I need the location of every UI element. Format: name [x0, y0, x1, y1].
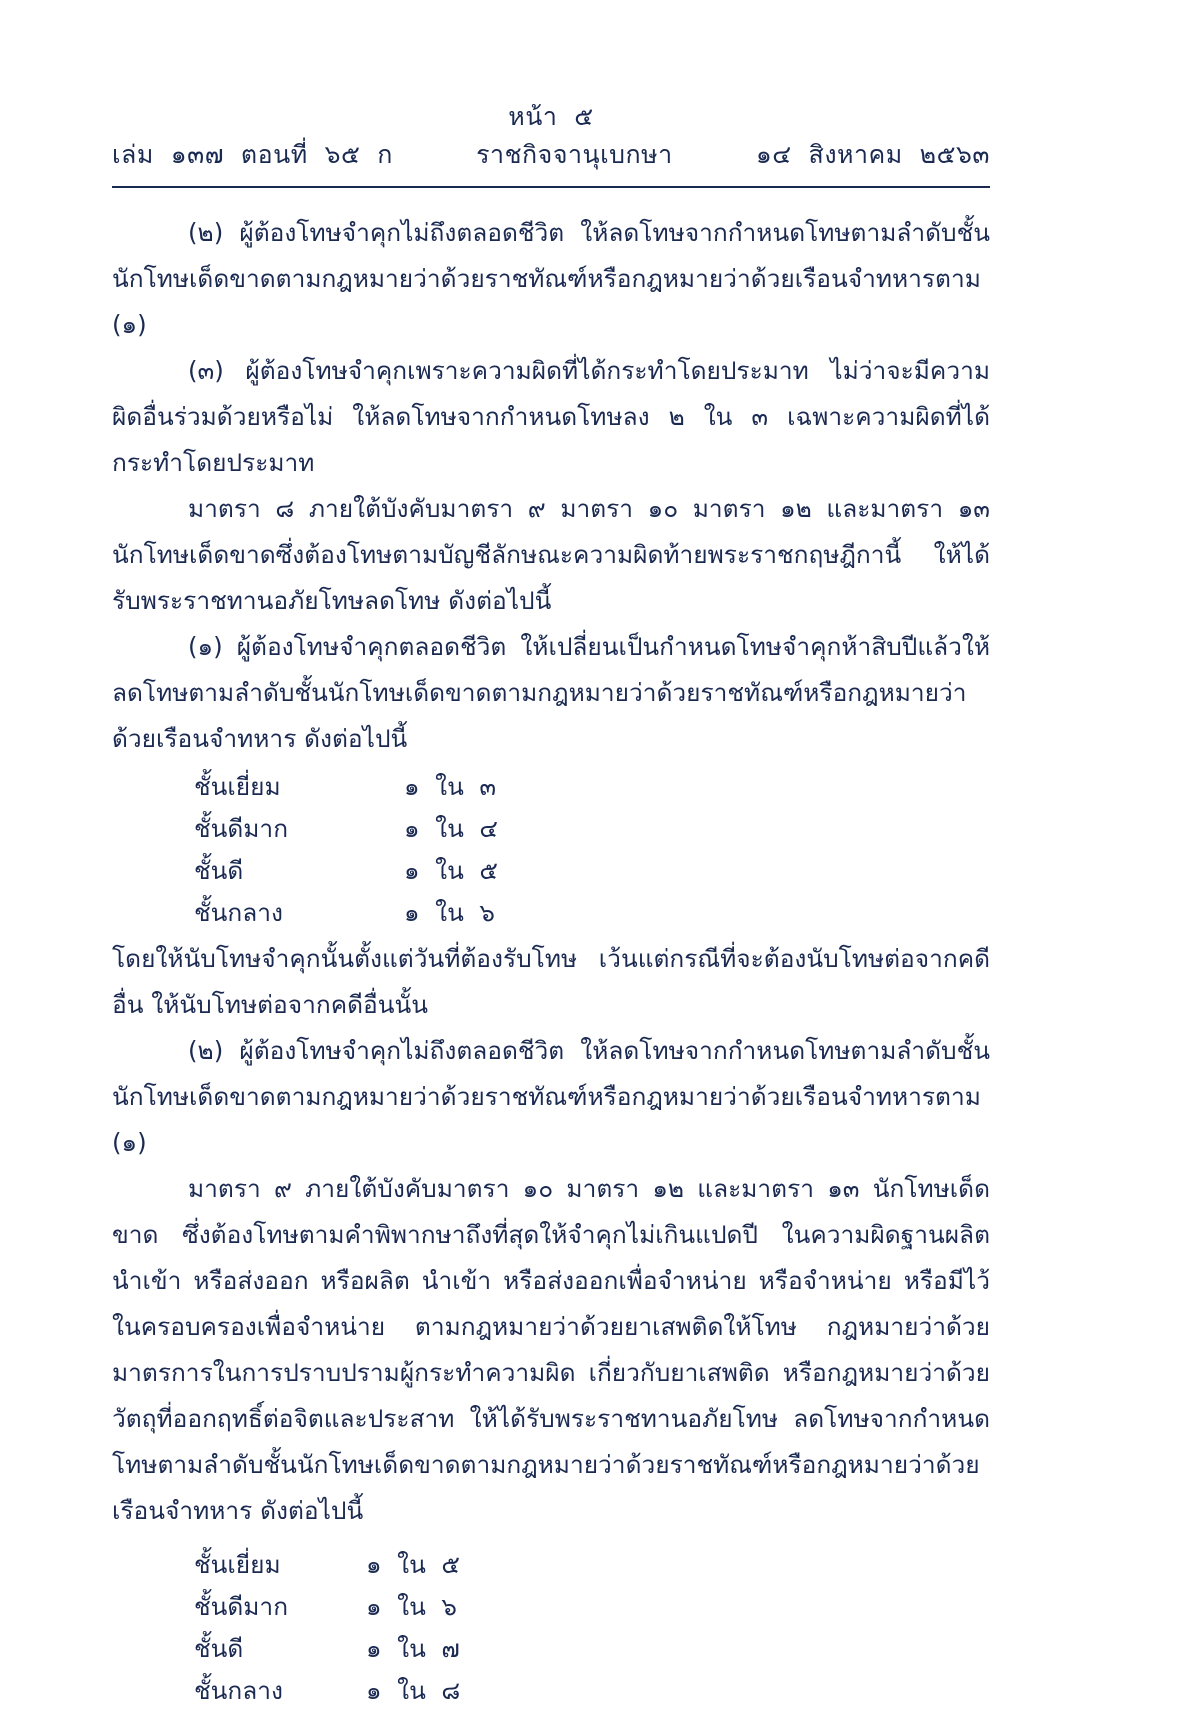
page-content [112, 0, 990, 1714]
table-row [112, 766, 604, 808]
paragraph-item-3: (๓) ผู้ต้องโทษจำคุกเพราะความผิดที่ได้กระทำโดยประมาท ไม่ว่าจะมีความผิดอื่นร่วมด้วยหรือไม่ ให้ลดโทษจากกำหนดโทษลง ๒ ใน ๓ เฉพาะความผิดที่ได้กระทำโดยประมาท [112, 355, 990, 477]
paragraph-section-8: มาตรา ๘ ภายใต้บังคับมาตรา ๙ มาตรา ๑๐ มาตรา ๑๒ และมาตรา ๑๓ นักโทษเด็ดขาดซึ่งต้องโทษตามบัญชีลักษณะความผิดท้ายพระราชกฤษฎีกานี้ ให้ได้รับพระราชทานอภัยโทษลดโทษ ดังต่อไปนี้ [112, 493, 990, 615]
gazette-header-row [112, 138, 990, 172]
tier-name: ชั้นดีมาก [194, 813, 289, 843]
volume-issue-label: เล่ม ๑๓๗ ตอนที่ ๖๕ ก [112, 139, 393, 169]
table-row [112, 850, 604, 892]
table-row [112, 1586, 566, 1628]
spacer [112, 1534, 990, 1540]
table-row [112, 892, 604, 934]
tier-value: ๑ ใน ๕ [404, 855, 498, 885]
table-row [112, 808, 604, 850]
table-row [112, 1670, 566, 1712]
paragraph-item-2: (๒) ผู้ต้องโทษจำคุกไม่ถึงตลอดชีวิต ให้ลดโทษจากกำหนดโทษตามลำดับชั้นนักโทษเด็ดขาดตามกฎหมายว่าด้วยราชทัณฑ์หรือกฎหมายว่าด้วยเรือนจำทหารตาม (๑) [112, 217, 990, 339]
document-body [112, 210, 990, 1712]
paragraph-section-9: มาตรา ๙ ภายใต้บังคับมาตรา ๑๐ มาตรา ๑๒ และมาตรา ๑๓ นักโทษเด็ดขาด ซึ่งต้องโทษตามคำพิพากษาถึงที่สุดให้จำคุกไม่เกินแปดปี ในความผิดฐานผลิต นำเข้า หรือส่งออก หรือผลิต นำเข้า หรือส่งออกเพื่อจำหน่าย หรือจำหน่าย หรือมีไว้ในครอบครองเพื่อจำหน่าย ตามกฎหมายว่าด้วยยาเสพติดให้โทษ กฎหมายว่าด้วยมาตรการในการปราบปรามผู้กระทำความผิด เกี่ยวกับยาเสพติด หรือกฎหมายว่าด้วยวัตถุที่ออกฤทธิ์ต่อจิตและประสาท ให้ได้รับพระราชทานอภัยโทษ ลดโทษจากกำหนดโทษตามลำดับชั้นนักโทษเด็ดขาดตามกฎหมายว่าด้วยราชทัณฑ์หรือกฎหมายว่าด้วย เรือนจำทหาร ดังต่อไปนี้ [112, 1173, 990, 1525]
tier-value: ๑ ใน ๕ [366, 1549, 460, 1579]
gazette-title: ราชกิจจานุเบกษา [476, 139, 673, 169]
tier-value: ๑ ใน ๘ [366, 1675, 461, 1705]
tier-value: ๑ ใน ๗ [366, 1633, 460, 1663]
tier-value: ๑ ใน ๔ [404, 813, 498, 843]
header-divider [112, 186, 990, 188]
tier-name: ชั้นดีมาก [194, 1591, 289, 1621]
publication-date: ๑๔ สิงหาคม ๒๕๖๓ [755, 139, 990, 169]
tier-name: ชั้นเยี่ยม [194, 771, 281, 801]
page-header [112, 0, 990, 188]
paragraph-sentence-counting: โดยให้นับโทษจำคุกนั้นตั้งแต่วันที่ต้องรับโทษ เว้นแต่กรณีที่จะต้องนับโทษต่อจากคดีอื่น ให้นับโทษต่อจากคดีอื่นนั้น [112, 943, 990, 1019]
paragraph-section-8-item-1: (๑) ผู้ต้องโทษจำคุกตลอดชีวิต ให้เปลี่ยนเป็นกำหนดโทษจำคุกห้าสิบปีแล้วให้ลดโทษตามลำดับชั้นนักโทษเด็ดขาดตามกฎหมายว่าด้วยราชทัณฑ์หรือกฎหมายว่าด้วยเรือนจำทหาร ดังต่อไปนี้ [112, 631, 990, 753]
table-row [112, 1544, 566, 1586]
tier-name: ชั้นดี [194, 855, 244, 885]
table-row [112, 1628, 566, 1670]
tier-name: ชั้นกลาง [194, 897, 283, 927]
tier-value: ๑ ใน ๖ [366, 1591, 457, 1621]
tier-name: ชั้นดี [194, 1633, 244, 1663]
tier-name: ชั้นเยี่ยม [194, 1549, 281, 1579]
paragraph-section-8-item-2: (๒) ผู้ต้องโทษจำคุกไม่ถึงตลอดชีวิต ให้ลดโทษจากกำหนดโทษตามลำดับชั้นนักโทษเด็ดขาดตามกฎหมายว่าด้วยราชทัณฑ์หรือกฎหมายว่าด้วยเรือนจำทหารตาม (๑) [112, 1035, 990, 1157]
page-number-label: หน้า ๕ [508, 102, 594, 131]
tier-value: ๑ ใน ๓ [404, 771, 497, 801]
tier-value: ๑ ใน ๖ [404, 897, 495, 927]
tier-table-section-8 [112, 766, 604, 934]
tier-table-section-9 [112, 1544, 566, 1712]
tier-name: ชั้นกลาง [194, 1675, 283, 1705]
